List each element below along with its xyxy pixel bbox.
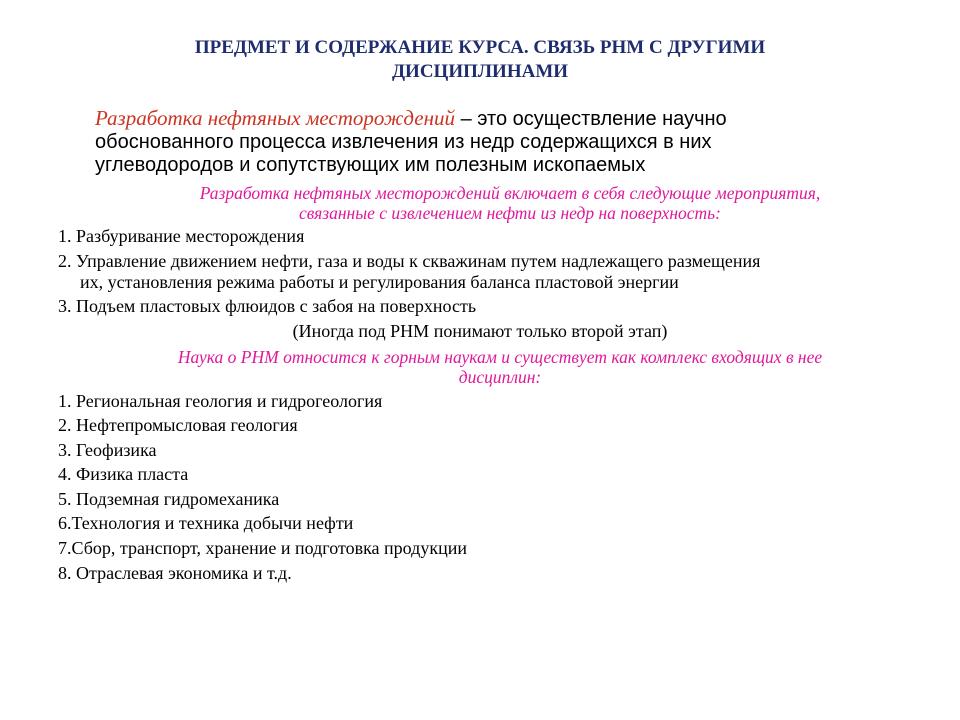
discipline-item: 3. Геофизика — [58, 440, 157, 460]
includes-intro-line-1: Разработка нефтяных месторождений включает в себя следующие мероприятия, — [199, 183, 821, 203]
discipline-item: 2. Нефтепромысловая геология — [58, 415, 298, 435]
discipline-item: 5. Подземная гидромеханика — [58, 489, 280, 509]
discipline-item: 4. Физика пласта — [58, 464, 189, 484]
definition-line-2: обоснованного процесса извлечения из недр содержащихся в них — [95, 131, 712, 153]
note-second-stage: (Иногда под РНМ понимают только второй этап) — [292, 321, 668, 341]
science-intro — [60, 347, 940, 387]
stage-item-1: 1. Разбуривание месторождения — [58, 226, 305, 246]
discipline-item: 7.Сбор, транспорт, хранение и подготовка продукции — [58, 538, 467, 558]
slide-title-line-2: ДИСЦИПЛИНАМИ — [391, 61, 569, 82]
discipline-item: 6.Технология и техника добычи нефти — [58, 513, 354, 533]
science-intro-line-1: Наука о РНМ относится к горным наукам и существует как комплекс входящих в нее — [177, 347, 823, 367]
definition-line-1-rest: – это осуществление научно — [455, 108, 727, 130]
definition-paragraph — [95, 107, 855, 177]
science-intro-line-2: дисциплин: — [458, 367, 542, 387]
slide-title-line-1: ПРЕДМЕТ И СОДЕРЖАНИЕ КУРСА. СВЯЗЬ РНМ С ДРУГИМИ — [194, 37, 766, 58]
stage-item-2-line-2: их, установления режима работы и регулирования баланса пластовой энергии — [80, 272, 679, 292]
includes-intro-line-2: связанные с извлечением нефти из недр на поверхность: — [299, 203, 721, 223]
definition-line-1 — [95, 107, 855, 131]
stage-item-3: 3. Подъем пластовых флюидов с забоя на поверхность — [58, 296, 477, 316]
discipline-item: 1. Региональная геология и гидрогеология — [58, 391, 383, 411]
discipline-item: 8. Отраслевая экономика и т.д. — [58, 563, 292, 583]
includes-intro — [80, 183, 940, 223]
stage-item-2-line-1: 2. Управление движением нефти, газа и воды к скважинам путем надлежащего размещения — [58, 251, 761, 271]
definition-line-3: углеводородов и сопутствующих им полезным ископаемых — [95, 154, 646, 176]
definition-term: Разработка нефтяных месторождений — [95, 106, 456, 130]
